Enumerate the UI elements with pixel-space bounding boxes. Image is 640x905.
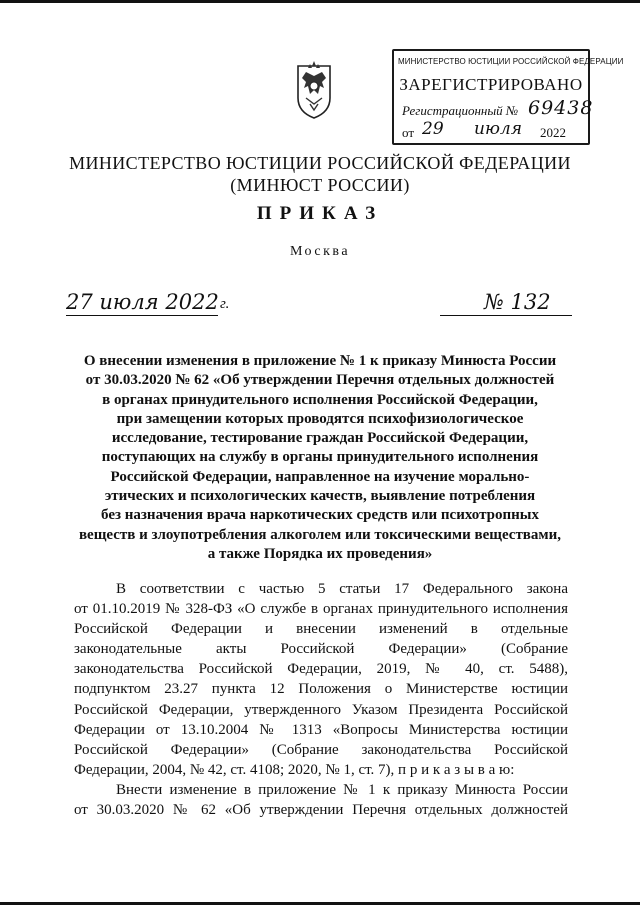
title-line: исследование, тестирование граждан Российской Федерации, — [111, 430, 529, 447]
title-line: от 30.03.2020 № 62 «Об утверждении Перечня отдельных должностей — [85, 372, 555, 389]
title-line: этических и психологических качеств, выявление потребления — [104, 488, 536, 505]
document-type: ПРИКАЗ — [256, 203, 384, 224]
coat-of-arms-icon — [292, 60, 336, 120]
title-line: в органах принудительного исполнения Российской Федерации, — [102, 391, 538, 408]
stamp-status: ЗАРЕГИСТРИРОВАНО — [399, 75, 583, 94]
ministry-short-name: (МИНЮСТ РОССИИ) — [230, 175, 410, 195]
body-line: от 01.10.2019 № 328-ФЗ «О службе в органах принудительного исполнения — [74, 601, 568, 618]
order-date: 27 июля 2022 — [66, 290, 219, 314]
stamp-date-month: июля — [474, 119, 522, 139]
body-line: Российской Федерации и внесении изменений в отдельные — [74, 621, 568, 638]
body-line: законодательные акты Российской Федерации» (Собрание — [74, 641, 568, 658]
body-line: Федерации от 13.10.2004 № 1313 «Вопросы Министерства юстиции — [74, 721, 568, 738]
stamp-ministry: МИНИСТЕРСТВО ЮСТИЦИИ РОССИЙСКОЙ ФЕДЕРАЦИИ — [398, 57, 624, 66]
stamp-date-prefix: от — [402, 125, 415, 140]
order-number-underline — [440, 315, 572, 316]
city: Москва — [289, 244, 351, 259]
stamp-date-year: 2022 — [540, 125, 566, 140]
body-line: подпунктом 23.27 пункта 12 Положения о Министерстве юстиции — [74, 681, 568, 698]
order-body — [74, 579, 568, 820]
body-line: Российской Федерации» (Собрание законодательства Российской — [74, 741, 568, 758]
title-line: Российской Федерации, направленное на изучение морально- — [110, 468, 530, 485]
body-line: Российской Федерации, утвержденного Указом Президента Российской — [74, 701, 568, 718]
order-date-suffix: г. — [220, 296, 230, 312]
body-line: от 30.03.2020 № 62 «Об утверждении Перечня отдельных должностей — [74, 802, 568, 819]
order-title — [60, 352, 580, 564]
stamp-reg-label: Регистрационный № — [402, 103, 519, 118]
body-line: Федерации, 2004, № 42, ст. 4108; 2020, № 1, ст. 7), п р и к а з ы в а ю: — [74, 761, 515, 778]
stamp-reg-number: 69438 — [528, 97, 594, 119]
title-line: веществ и злоупотребления алкоголем или токсическими веществами, — [78, 526, 562, 543]
title-line: без назначения врача наркотических средств или психотропных — [101, 507, 539, 524]
title-line: при замещении которых проводятся психофизиологическое — [116, 410, 524, 427]
ministry-name: МИНИСТЕРСТВО ЮСТИЦИИ РОССИЙСКОЙ ФЕДЕРАЦИИ — [69, 153, 571, 173]
title-line: а также Порядка их проведения» — [207, 545, 433, 562]
ministry-heading — [40, 152, 600, 196]
order-number: № 132 — [484, 290, 551, 314]
body-line: Внести изменение в приложение № 1 к приказу Минюста России — [116, 781, 568, 798]
title-line: поступающих на службу в органы принудительного исполнения — [101, 449, 539, 466]
title-line: О внесении изменения в приложение № 1 к приказу Минюста России — [83, 353, 557, 369]
scan-edge-top — [0, 0, 640, 3]
order-date-underline — [66, 315, 218, 316]
registration-stamp — [392, 49, 624, 145]
body-line: законодательства Российской Федерации, 2019, № 40, ст. 5488), — [74, 661, 568, 678]
stamp-date-day: 29 — [422, 119, 444, 139]
body-line: В соответствии с частью 5 статьи 17 Федерального закона — [116, 581, 568, 597]
